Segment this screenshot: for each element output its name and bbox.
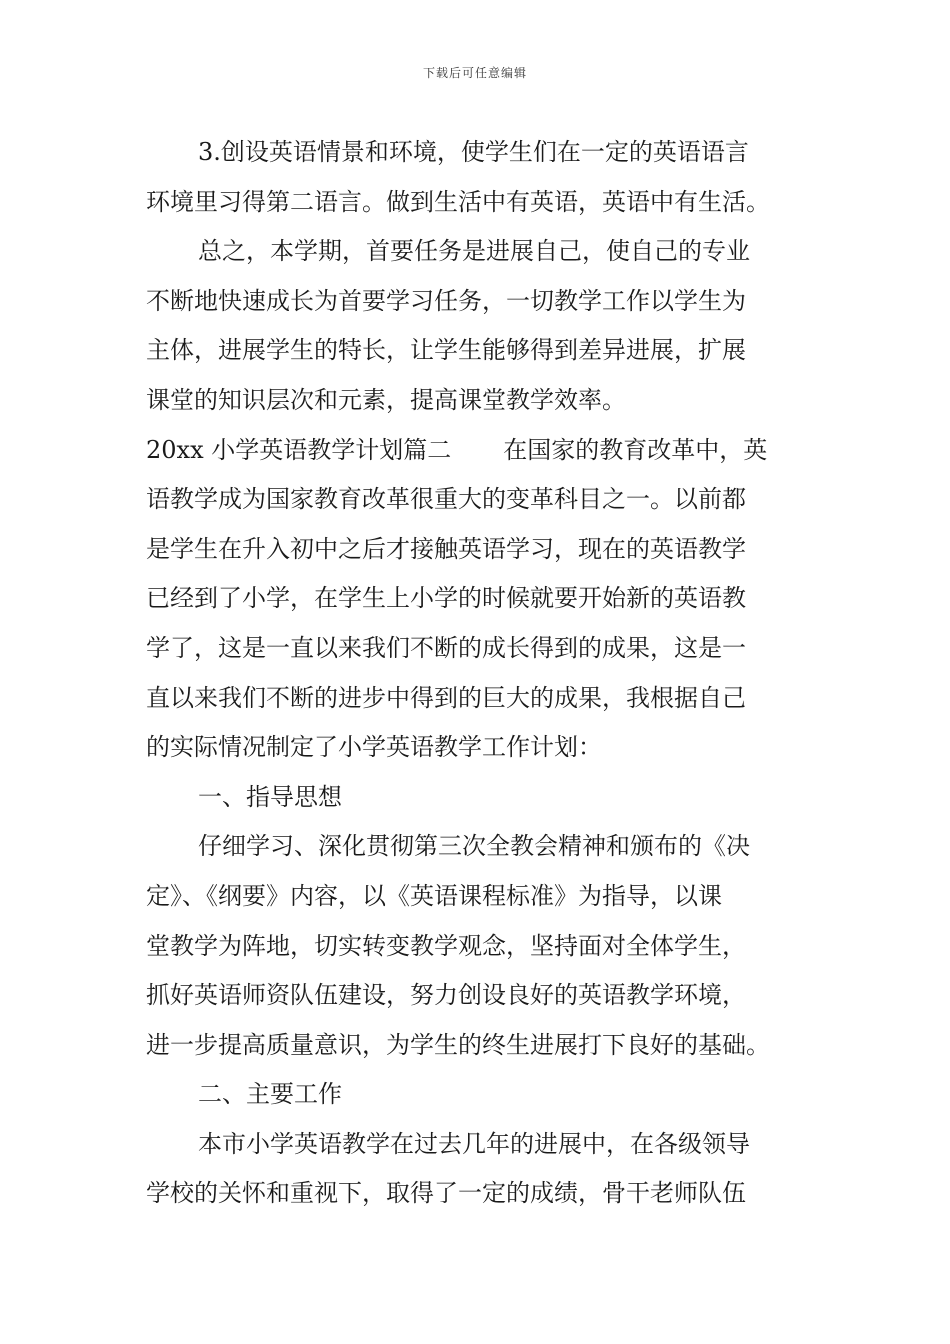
paragraph-line: 环境里习得第二语言。做到生活中有英语，英语中有生活。	[146, 187, 770, 216]
paragraph-line: 的实际情况制定了小学英语教学工作计划：	[146, 733, 602, 762]
paragraph-line: 是学生在升入初中之后才接触英语学习，现在的英语教学	[146, 534, 746, 563]
paragraph-text: 在国家的教育改革中，英	[503, 435, 768, 464]
paragraph-line: 堂教学为阵地，切实转变教学观念，坚持面对全体学生，	[146, 931, 746, 960]
paragraph-line: 进一步提高质量意识，为学生的终生进展打下良好的基础。	[146, 1030, 770, 1059]
paragraph-line: 抓好英语师资队伍建设，努力创设良好的英语教学环境，	[146, 981, 746, 1010]
section-title: 20xx 小学英语教学计划篇二	[146, 435, 452, 464]
paragraph-line: 直以来我们不断的进步中得到的巨大的成果，我根据自己	[146, 683, 746, 712]
section-title-line	[146, 426, 808, 476]
paragraph-line: 主体，进展学生的特长，让学生能够得到差异进展，扩展	[146, 336, 746, 365]
paragraph-line: 3.创设英语情景和环境，使学生们在一定的英语语言	[198, 138, 749, 166]
paragraph-line: 仔细学习、深化贯彻第三次全教会精神和颁布的《决	[198, 832, 750, 861]
paragraph-line: 已经到了小学，在学生上小学的时候就要开始新的英语教	[146, 584, 746, 613]
paragraph-line: 本市小学英语教学在过去几年的进展中，在各级领导	[198, 1129, 750, 1158]
paragraph-line: 学校的关怀和重视下，取得了一定的成绩，骨干老师队伍	[146, 1179, 746, 1208]
heading-main-work: 二、主要工作	[198, 1080, 342, 1109]
paragraph-line: 语教学成为国家教育改革很重大的变革科目之一。以前都	[146, 485, 746, 514]
paragraph-line: 定》、《纲要》内容，以《英语课程标准》为指导，以课	[146, 881, 722, 910]
heading-guiding-thought: 一、指导思想	[198, 782, 342, 811]
page-header-note: 下载后可任意编辑	[422, 66, 527, 80]
paragraph-line: 课堂的知识层次和元素，提高课堂教学效率。	[146, 385, 626, 414]
paragraph-line: 总之，本学期，首要任务是进展自己，使自己的专业	[198, 237, 750, 266]
paragraph-line: 学了，这是一直以来我们不断的成长得到的成果，这是一	[146, 633, 746, 662]
document-body	[146, 128, 808, 1219]
paragraph-line: 不断地快速成长为首要学习任务，一切教学工作以学生为	[146, 286, 746, 315]
